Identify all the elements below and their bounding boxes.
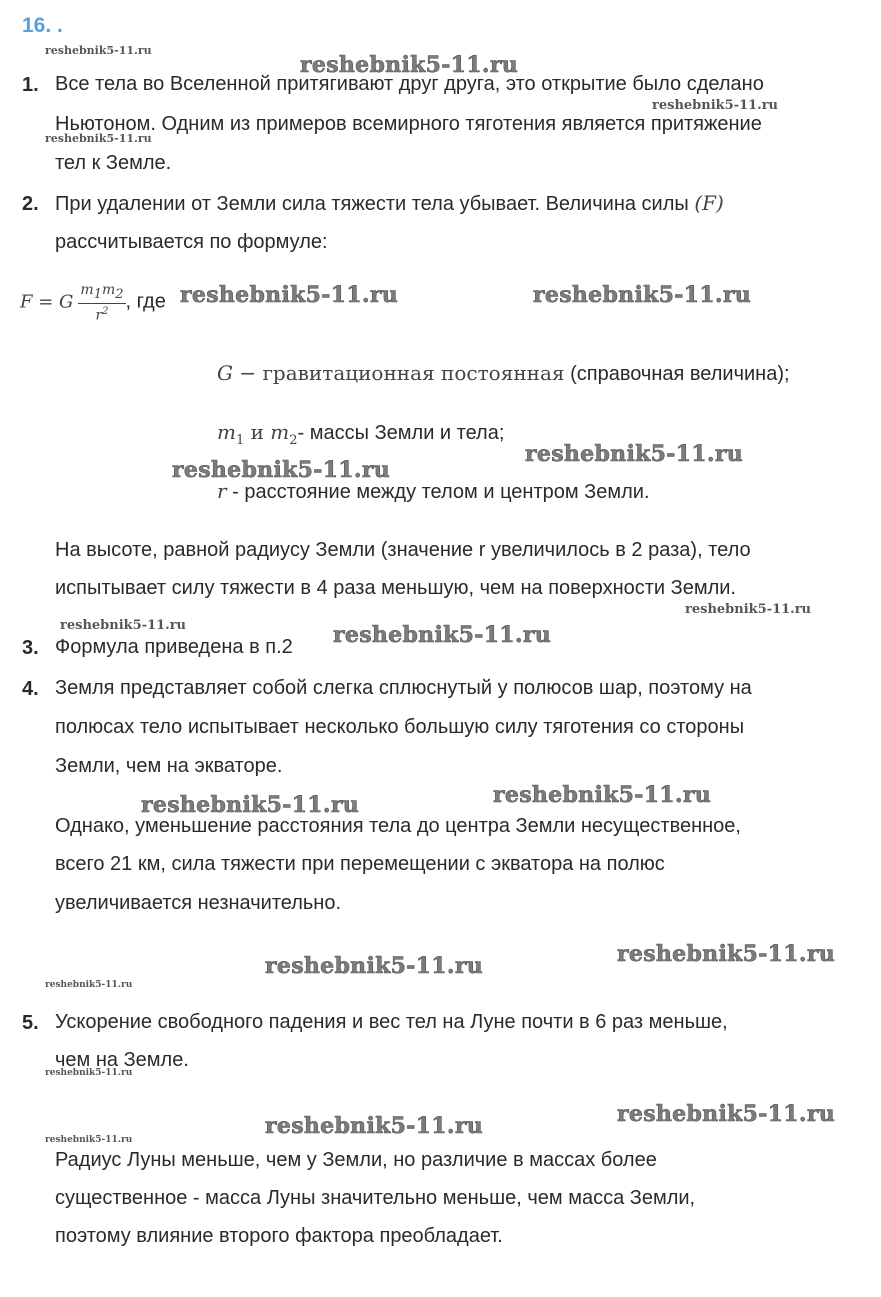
item-5-para-line-2: существенное - масса Луны значительно меньше, чем масса Земли, (55, 1187, 696, 1209)
formula-tail: , где (125, 290, 166, 313)
item-1-line-2: Ньютоном. Одним из примеров всемирного тяготения является притяжение (55, 113, 762, 135)
watermark: reshebnik5-11.ru (333, 622, 552, 648)
item-2-number: 2. (22, 193, 39, 215)
def-distance: r - расстояние между телом и центром Земли. (217, 479, 650, 503)
formula-fraction (78, 282, 125, 323)
watermark: reshebnik5-11.ru (617, 1101, 836, 1127)
problem-number: 16. . (22, 14, 63, 37)
watermark-small: reshebnik5-11.ru (45, 980, 133, 990)
def-g: G − гравитационная постоянная (справочная величина); (217, 361, 790, 385)
formula-numerator: $m_1m_2$ (80, 282, 124, 302)
def-masses: $m_1$ и $m_2-$ массы Земли и тела; (217, 420, 505, 448)
watermark-small: reshebnik5-11.ru (685, 602, 812, 617)
formula-lhs: F = G (20, 291, 74, 313)
item-2-para-line-1: На высоте, равной радиусу Земли (значение r увеличилось в 2 раза), тело (55, 539, 751, 561)
watermark-small: reshebnik5-11.ru (652, 98, 779, 113)
watermark-small: reshebnik5-11.ru (60, 618, 187, 633)
watermark: reshebnik5-11.ru (617, 941, 836, 967)
force-symbol: (F) (694, 191, 724, 215)
item-2-line-2: рассчитывается по формуле: (55, 231, 328, 253)
item-4-para-line-2: всего 21 км, сила тяжести при перемещении с экватора на полюс (55, 853, 665, 875)
item-2-line-1-text: При удалении от Земли сила тяжести тела убывает. Величина силы (55, 193, 695, 215)
watermark: reshebnik5-11.ru (265, 1113, 484, 1139)
item-1-number: 1. (22, 74, 39, 96)
item-4-line-2: полюсах тело испытывает несколько большую силу тяготения со стороны (55, 716, 745, 738)
item-5-para-line-1: Радиус Луны меньше, чем у Земли, но различие в массах более (55, 1149, 657, 1171)
item-4-line-1: Земля представляет собой слегка сплюснутый у полюсов шар, поэтому на (55, 677, 752, 699)
watermark-small: reshebnik5-11.ru (45, 132, 152, 145)
watermark: reshebnik5-11.ru (525, 441, 744, 467)
watermark-small: reshebnik5-11.ru (45, 1068, 133, 1078)
watermark: reshebnik5-11.ru (141, 792, 360, 818)
gravity-formula (20, 282, 166, 323)
item-5-number: 5. (22, 1012, 39, 1034)
watermark-small: reshebnik5-11.ru (45, 1135, 133, 1145)
watermark: reshebnik5-11.ru (172, 457, 391, 483)
item-5-para-line-3: поэтому влияние второго фактора преобладает. (55, 1225, 503, 1247)
watermark: reshebnik5-11.ru (300, 52, 519, 78)
item-2-para-line-2: испытывает силу тяжести в 4 раза меньшую, чем на поверхности Земли. (55, 577, 736, 599)
formula-denominator: $r^2$ (95, 305, 109, 324)
item-3-number: 3. (22, 637, 39, 659)
item-3-line-1: Формула приведена в п.2 (55, 636, 293, 658)
watermark: reshebnik5-11.ru (180, 282, 399, 308)
watermark-small: reshebnik5-11.ru (45, 44, 152, 57)
item-5-line-2: чем на Земле. (55, 1049, 189, 1071)
item-5-line-1: Ускорение свободного падения и вес тел на Луне почти в 6 раз меньше, (55, 1011, 728, 1033)
item-4-para-line-3: увеличивается незначительно. (55, 892, 342, 914)
item-4-line-3: Земли, чем на экваторе. (55, 755, 283, 777)
watermark: reshebnik5-11.ru (265, 953, 484, 979)
item-1-line-1: Все тела во Вселенной притягивают друг друга, это открытие было сделано (55, 73, 764, 95)
watermark: reshebnik5-11.ru (493, 782, 712, 808)
item-4-para-line-1: Однако, уменьшение расстояния тела до центра Земли несущественное, (55, 815, 741, 837)
item-1-line-3: тел к Земле. (55, 152, 172, 174)
item-2-line-1 (55, 191, 724, 216)
item-4-number: 4. (22, 678, 39, 700)
watermark: reshebnik5-11.ru (533, 282, 752, 308)
